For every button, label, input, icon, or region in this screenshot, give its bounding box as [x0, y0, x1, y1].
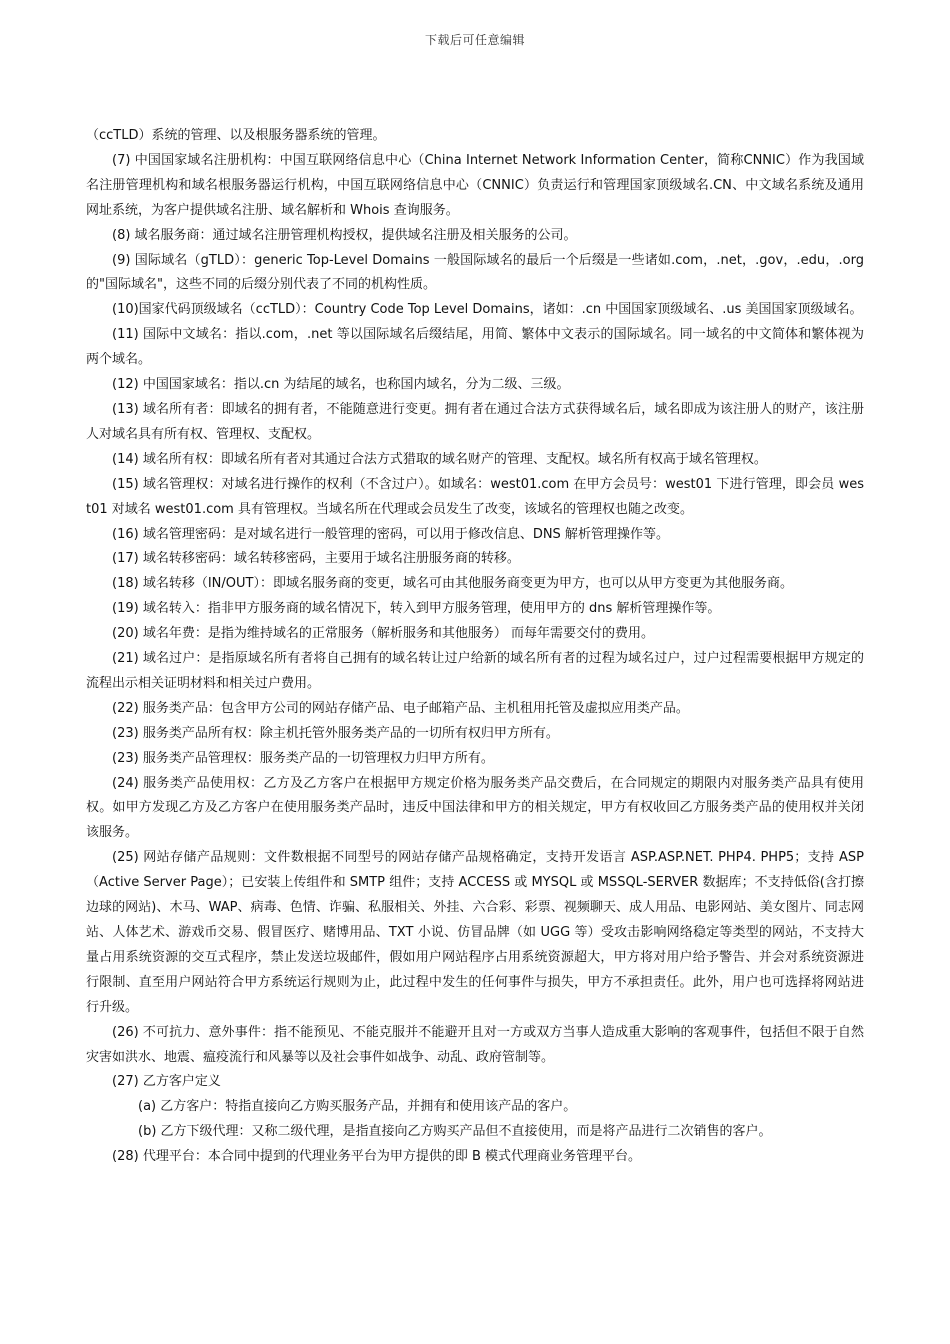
paragraph: (22) 服务类产品：包含甲方公司的网站存储产品、电子邮箱产品、主机租用托管及虚拟应用类产品。 [112, 700, 689, 716]
paragraph: (28) 代理平台：本合同中提到的代理业务平台为甲方提供的即 B 模式代理商业务管理平台。 [112, 1149, 642, 1165]
paragraph: (7) 中国国家域名注册机构：中国互联网络信息中心（China Internet Network Information Center，简称CNNIC）作为我国域名注册管理机构和域名根服务器运行机构，中国互联网络信息中心（CNNIC）负责运行和管理国家顶级域名.CN、中文域名系统及通用网址系统，为客户提供域名注册、域名解析和 Whois 查询服务。 [86, 152, 864, 218]
paragraph: (13) 域名所有者：即域名的拥有者，不能随意进行变更。拥有者在通过合法方式获得域名后，域名即成为该注册人的财产，该注册人对域名具有所有权、管理权、支配权。 [86, 401, 864, 442]
document-body [86, 124, 864, 1170]
paragraph: (17) 域名转移密码：域名转移密码，主要用于域名注册服务商的转移。 [112, 551, 520, 567]
paragraph: (8) 域名服务商：通过域名注册管理机构授权，提供域名注册及相关服务的公司。 [112, 227, 577, 243]
paragraph: (24) 服务类产品使用权：乙方及乙方客户在根据甲方规定价格为服务类产品交费后，在合同规定的期限内对服务类产品具有使用权。如甲方发现乙方及乙方客户在使用服务类产品时，违反中国法律和甲方的相关规定，甲方有权收回乙方服务类产品的使用权并关闭该服务。 [86, 775, 864, 841]
sub-paragraph: (b) 乙方下级代理：又称二级代理，是指直接向乙方购买产品但不直接使用，而是将产品进行二次销售的客户。 [138, 1124, 772, 1140]
paragraph: (26) 不可抗力、意外事件：指不能预见、不能克服并不能避开且对一方或双方当事人造成重大影响的客观事件，包括但不限于自然灾害如洪水、地震、瘟疫流行和风暴等以及社会事件如战争、动乱、政府管制等。 [86, 1024, 864, 1065]
paragraph: (10)国家代码顶级域名（ccTLD）：Country Code Top Level Domains，诸如：.cn 中国国家顶级域名、.us 美国国家顶级域名。 [112, 302, 863, 318]
paragraph: (23) 服务类产品所有权：除主机托管外服务类产品的一切所有权归甲方所有。 [112, 725, 559, 741]
paragraph: (20) 域名年费：是指为维持域名的正常服务（解析服务和其他服务） 而每年需要交付的费用。 [112, 626, 654, 642]
sub-paragraph: (a) 乙方客户：特指直接向乙方购买服务产品，并拥有和使用该产品的客户。 [138, 1099, 577, 1115]
page-header: 下载后可任意编辑 [424, 33, 525, 47]
paragraph: (21) 域名过户：是指原域名所有者将自己拥有的域名转让过户给新的域名所有者的过程为域名过户，过户过程需要根据甲方规定的流程出示相关证明材料和相关过户费用。 [86, 651, 864, 691]
paragraph: (9) 国际域名（gTLD）：generic Top-Level Domains 一般国际域名的最后一个后缀是一些诸如.com，.net，.gov，.edu，.org 的"国际域名"，这些不同的后缀分别代表了不同的机构性质。 [86, 252, 864, 293]
paragraph: (18) 域名转移（IN/OUT）：即域名服务商的变更，域名可由其他服务商变更为甲方，也可以从甲方变更为其他服务商。 [112, 576, 793, 592]
paragraph: (14) 域名所有权：即域名所有者对其通过合法方式猎取的域名财产的管理、支配权。域名所有权高于域名管理权。 [112, 451, 767, 467]
paragraph: (15) 域名管理权：对域名进行操作的权利（不含过户）。如域名：west01.com 在甲方会员号：west01 下进行管理，即会员 west01 对域名 west01.com 具有管理权。当域名所在代理或会员发生了改变，该域名的管理权也随之改变。 [86, 476, 864, 517]
paragraph: （ccTLD）系统的管理、以及根服务器系统的管理。 [86, 128, 386, 143]
paragraph: (25) 网站存储产品规则：文件数根据不同型号的网站存储产品规格确定，支持开发语言 ASP.ASP.NET. PHP4. PHP5；支持 ASP（Active Server Page）；已安装上传组件和 SMTP 组件；支持 ACCESS 或 MYSQL 或 MSSQL-SERVER 数据库；不支持低俗(含打擦边球的网站)、木马、WAP、病毒、色情、诈骗、私服相关、外挂、六合彩、彩票、视频聊天、成人用品、电影网站、美女图片、同志网站、人体艺术、游戏币交易、假冒医疗、赌博用品、TXT 小说、仿冒品牌（如 UGG 等）受攻击影响网络稳定等类型的网站，不支持大量占用系统资源的交互式程序，禁止发送垃圾邮件，假如用户网站程序占用系统资源超大，甲方将对用户给予警告、并会对系统资源进行限制、直至用户网站符合甲方系统运行规则为止，此过程中发生的任何事件与损失，甲方不承担责任。此外，用户也可选择将网站进行升级。 [86, 850, 864, 1015]
paragraph: (27) 乙方客户定义 [112, 1074, 221, 1090]
paragraph: (19) 域名转入：指非甲方服务商的域名情况下，转入到甲方服务管理，使用甲方的 dns 解析管理操作等。 [112, 601, 721, 617]
paragraph: (12) 中国国家域名：指以.cn 为结尾的域名，也称国内域名，分为二级、三级。 [112, 377, 570, 393]
paragraph: (11) 国际中文域名：指以.com，.net 等以国际域名后缀结尾，用简、繁体中文表示的国际域名。同一域名的中文简体和繁体视为两个域名。 [86, 327, 864, 368]
paragraph: (23) 服务类产品管理权：服务类产品的一切管理权力归甲方所有。 [112, 750, 494, 766]
paragraph: (16) 域名管理密码：是对域名进行一般管理的密码，可以用于修改信息、DNS 解析管理操作等。 [112, 526, 669, 542]
